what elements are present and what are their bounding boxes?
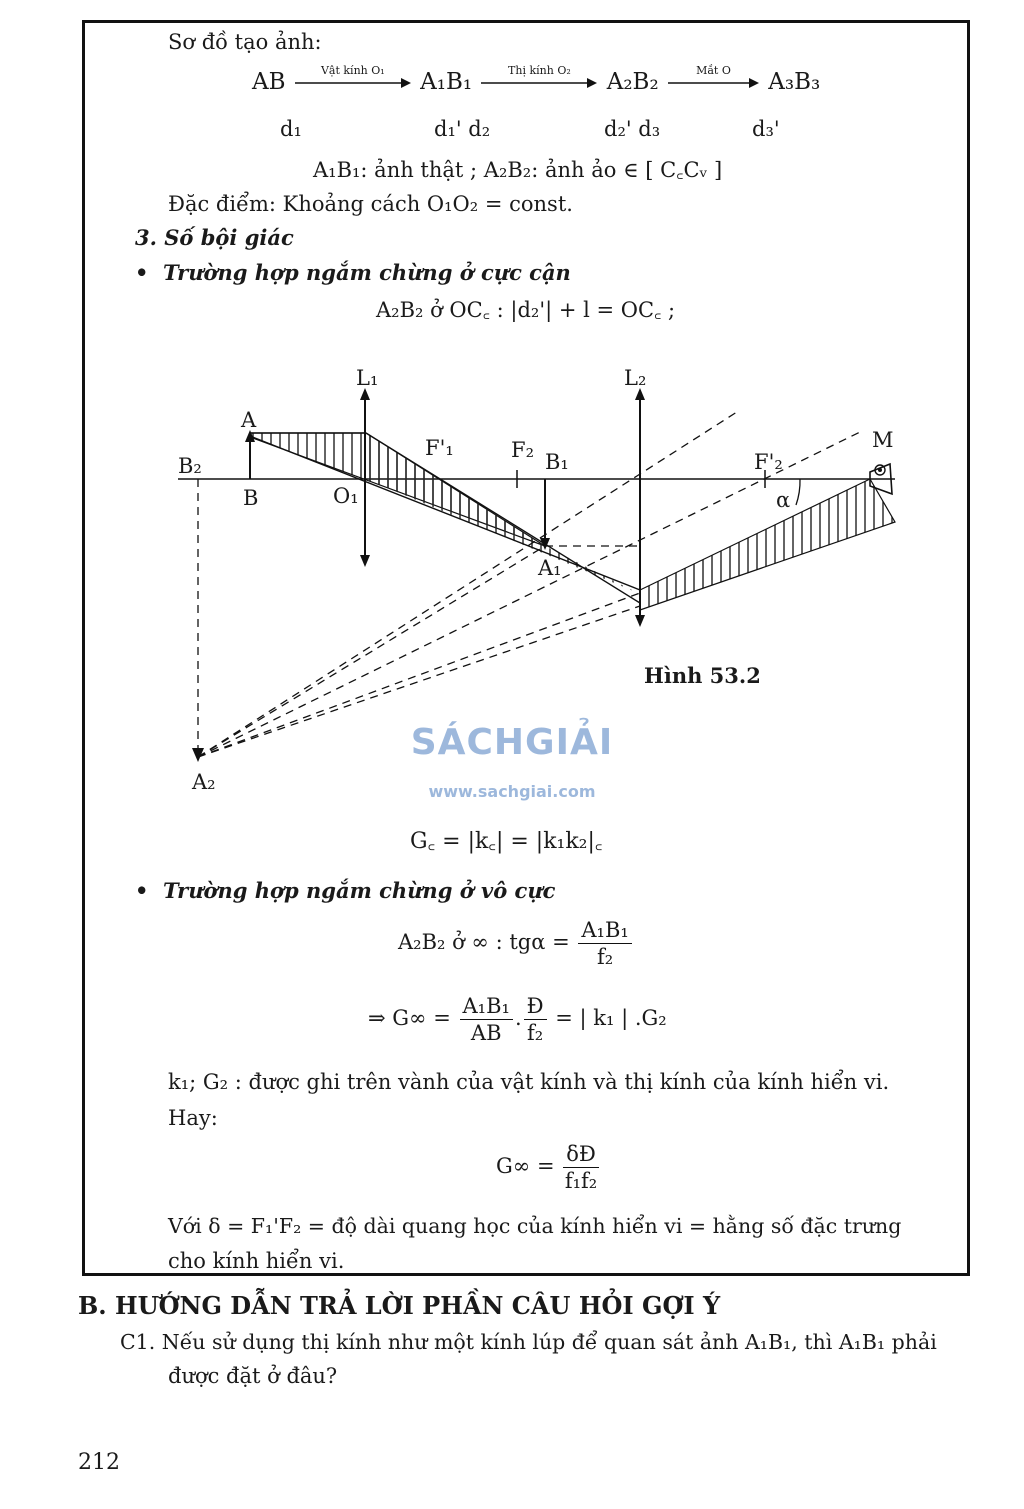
scheme-note: A₁B₁: ảnh thật ; A₂B₂: ảnh ảo ∈ [ C꜀Cᵥ ]: [313, 158, 723, 182]
case1-condition: A₂B₂ ở OC꜀ : |d₂'| + l = OC꜀ ;: [376, 298, 676, 322]
label-a2: A₂: [192, 770, 216, 794]
formula-g2: [496, 1136, 601, 1196]
g2-lhs: G∞ =: [496, 1154, 555, 1178]
ginf-den2: f₂: [527, 1021, 544, 1045]
formula-ginf: ⇒ G∞ = $\frac{\text{A₁B₁}}{AB}$ . $\frac{Đ}{\text{f₂}}$ = | k₁ | .G₂: [368, 994, 667, 1045]
formula-gc: G꜀ = |k꜀| = |k₁k₂|꜀: [410, 829, 603, 854]
label-alpha: α: [776, 488, 791, 512]
figure-caption: Hình 53.2: [644, 663, 761, 688]
tg-numerator: A₁B₁: [578, 917, 631, 944]
formula-tg: [398, 912, 634, 972]
scheme-feature: Đặc điểm: Khoảng cách O₁O₂ = const.: [168, 192, 573, 216]
label-b1: B₁: [545, 450, 569, 474]
label-l2: L₂: [624, 366, 647, 390]
tg-fraction: [578, 917, 631, 970]
scheme-d2p-d3: d₂' d₃: [604, 117, 661, 141]
section3-title: 3. Số bội giác: [135, 225, 294, 250]
k1g2-note: k₁; G₂ : được ghi trên vành của vật kính và thị kính của kính hiển vi.: [168, 1070, 890, 1094]
sectionB-title: B. HƯỚNG DẪN TRẢ LỜI PHẦN CÂU HỎI GỢI Ý: [78, 1291, 721, 1320]
watermark-logo: SÁCHGIẢI: [410, 722, 614, 763]
tg-denominator: f₂: [596, 945, 614, 969]
ginf-fraction-1: [460, 993, 513, 1046]
section3-case1: • Trường hợp ngắm chừng ở cực cận: [135, 260, 571, 285]
label-f1p: F'₁: [425, 436, 454, 460]
g2-fraction: [563, 1141, 599, 1194]
g2-denominator: f₁f₂: [564, 1169, 598, 1193]
section3-case2: • Trường hợp ngắm chừng ở vô cực: [135, 878, 556, 903]
label-f2: F₂: [511, 438, 534, 462]
ginf-num1: A₁B₁: [460, 993, 513, 1020]
delta-line-1: Với δ = F₁'F₂ = độ dài quang học của kính hiển vi = hằng số đặc trưng: [168, 1214, 902, 1238]
watermark-url: www.sachgiai.com: [428, 782, 596, 801]
ginf-den1: AB: [470, 1021, 502, 1045]
c1-line-1: C1. Nếu sử dụng thị kính như một kính lúp để quan sát ảnh A₁B₁, thì A₁B₁ phải: [120, 1330, 937, 1354]
scheme-ab: AB: [252, 69, 286, 95]
ginf-rhs: = | k₁ | .G₂: [555, 1006, 667, 1030]
g2-numerator: δĐ: [563, 1141, 599, 1168]
beam-eyepiece: [640, 479, 895, 610]
scheme-d3p: d₃': [752, 117, 780, 141]
ginf-lhs: ⇒ G∞ =: [368, 1006, 451, 1030]
label-b: B: [243, 486, 259, 510]
scheme-d1: d₁: [280, 117, 302, 141]
arrow-objective-label: Vật kính O₁: [320, 64, 385, 77]
label-o1: O₁: [333, 484, 359, 508]
case1-text: Trường hợp ngắm chừng ở cực cận: [163, 260, 571, 285]
page-number: 212: [78, 1450, 120, 1475]
beam-objective: [366, 433, 638, 593]
c1-line-2: được đặt ở đâu?: [168, 1364, 338, 1388]
ginf-num2: Đ: [524, 993, 547, 1020]
scheme-a2b2: A₂B₂: [606, 69, 659, 95]
case2-text: Trường hợp ngắm chừng ở vô cực: [163, 878, 556, 903]
scheme-a3b3: A₃B₃: [768, 69, 821, 95]
arrow-eye-label: Mắt O: [696, 64, 731, 77]
label-l1: L₁: [356, 366, 379, 390]
arrow-eyepiece-label: Thị kính O₂: [508, 64, 571, 77]
scheme-d1p-d2: d₁' d₂: [434, 117, 491, 141]
label-a1: A₁: [538, 556, 562, 580]
scheme-a1b1: A₁B₁: [420, 69, 473, 95]
label-f2p: F'₂: [754, 450, 783, 474]
ginf-fraction-2: [524, 993, 547, 1046]
label-a: A: [241, 408, 257, 432]
tg-lhs: A₂B₂ ở ∞ : tgα =: [398, 930, 570, 954]
label-b2: B₂: [178, 454, 202, 478]
scheme-heading: Sơ đồ tạo ảnh:: [168, 30, 322, 54]
label-m: M: [872, 428, 894, 452]
hay-text: Hay:: [168, 1106, 218, 1130]
delta-line-2: cho kính hiển vi.: [168, 1249, 345, 1273]
